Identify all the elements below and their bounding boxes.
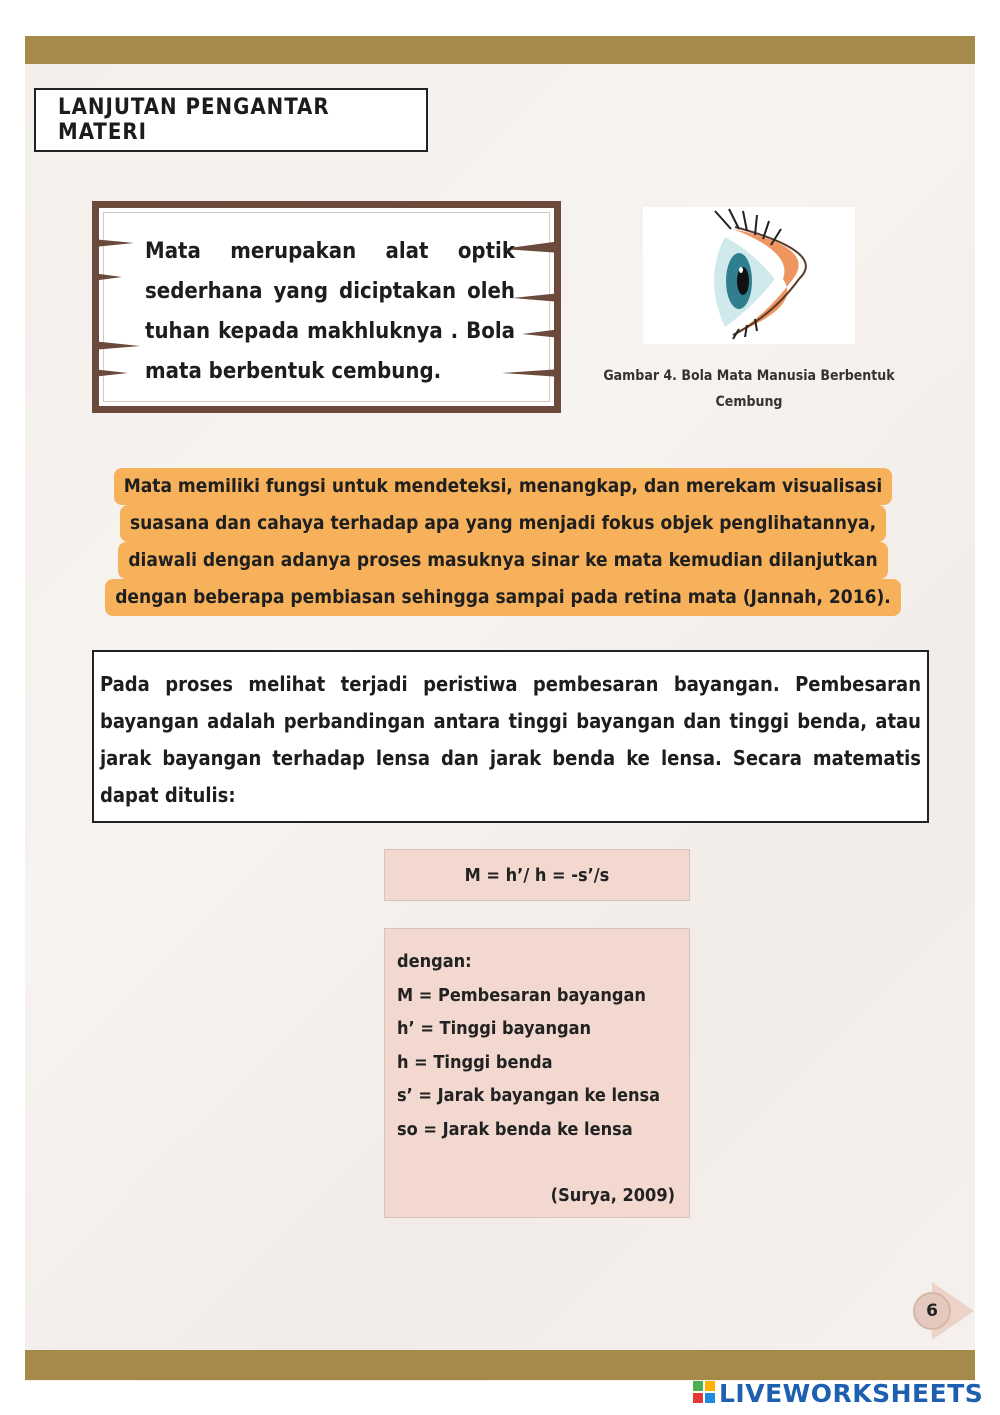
legend-source: (Surya, 2009) bbox=[550, 1185, 675, 1206]
highlight-line bbox=[86, 468, 920, 505]
legend-item: h = Tinggi benda bbox=[397, 1051, 553, 1073]
magnification-paragraph: Pada proses melihat terjadi peristiwa pembesaran bayangan. Pembesaran bayangan adalah perbandingan antara tinggi bayangan dan tinggi benda, atau jarak bayangan terhadap lensa dan jarak benda ke lensa. Secara matematis dapat ditulis: bbox=[92, 650, 929, 823]
highlight-line bbox=[86, 505, 920, 542]
legend-item: M = Pembesaran bayangan bbox=[397, 984, 646, 1006]
section-title: LANJUTAN PENGANTAR MATERI bbox=[34, 88, 428, 152]
formula-box: M = h’/ h = -s’/s bbox=[384, 849, 690, 901]
eyeball-icon bbox=[643, 207, 855, 344]
bottom-decorative-bar bbox=[25, 1350, 975, 1380]
highlight-paragraph bbox=[86, 468, 920, 620]
caption-line-2: Cembung bbox=[715, 394, 783, 410]
intro-frame-box bbox=[92, 201, 561, 413]
intro-text: Mata merupakan alat optik sederhana yang diciptakan oleh tuhan kepada makhluknya . Bola mata berbentuk cembung. bbox=[145, 239, 515, 384]
legend-item: so = Jarak benda ke lensa bbox=[397, 1118, 633, 1140]
liveworksheets-logo-icon bbox=[693, 1381, 715, 1405]
liveworksheets-logo bbox=[693, 1378, 983, 1408]
highlight-line-text: suasana dan cahaya terhadap apa yang menjadi fokus objek penglihatannya, bbox=[120, 505, 886, 542]
highlight-line bbox=[86, 579, 920, 616]
legend-item: h’ = Tinggi bayangan bbox=[397, 1018, 592, 1039]
eye-illustration bbox=[643, 207, 855, 344]
caption-line-1: Gambar 4. Bola Mata Manusia Berbentuk bbox=[603, 368, 895, 384]
highlight-line-text: Mata memiliki fungsi untuk mendeteksi, menangkap, dan merekam visualisasi bbox=[114, 468, 893, 505]
liveworksheets-wordmark: LIVEWORKSHEETS bbox=[719, 1378, 984, 1408]
highlight-line-text: diawali dengan adanya proses masuknya sinar ke mata kemudian dilanjutkan bbox=[118, 542, 887, 579]
legend-box bbox=[384, 928, 690, 1218]
legend-intro: dengan: bbox=[397, 951, 472, 972]
page-number: 6 bbox=[913, 1292, 951, 1330]
legend-item: s’ = Jarak bayangan ke lensa bbox=[397, 1085, 661, 1106]
highlight-line-text: dengan beberapa pembiasan sehingga sampai pada retina mata (Jannah, 2016). bbox=[105, 579, 901, 616]
figure-caption bbox=[590, 363, 908, 415]
top-decorative-bar bbox=[25, 36, 975, 64]
highlight-line bbox=[86, 542, 920, 579]
